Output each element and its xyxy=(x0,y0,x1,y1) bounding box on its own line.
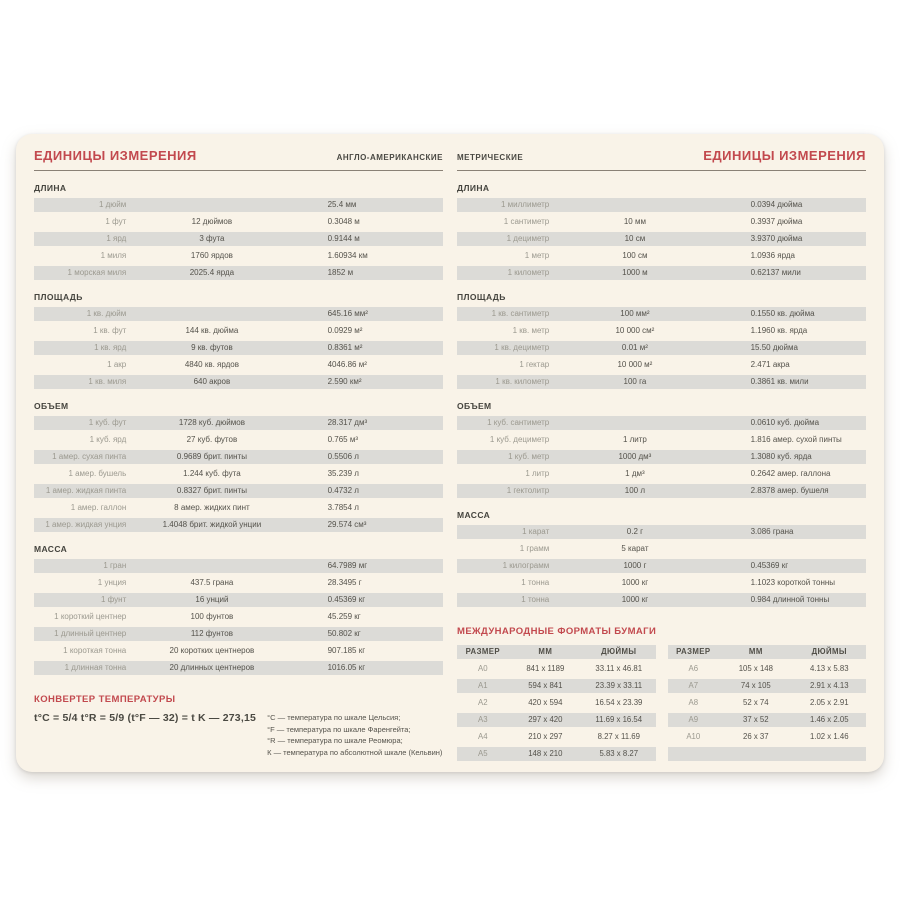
table-row xyxy=(34,416,443,430)
cell-equivalent: 0.2 г xyxy=(626,527,644,536)
table-row xyxy=(457,467,866,481)
cell-unit: 1 унция xyxy=(97,578,127,587)
cell-unit: 1 куб. метр xyxy=(508,452,550,461)
paper-header-size: РАЗМЕР xyxy=(676,647,711,656)
paper-cell-mm: 26 x 37 xyxy=(743,732,769,741)
cell-unit: 1 метр xyxy=(524,251,550,260)
table-row xyxy=(457,450,866,464)
table-row xyxy=(34,375,443,389)
cell-unit: 1 кв. сантиметр xyxy=(491,309,550,318)
cell-unit: 1 куб. дециметр xyxy=(489,435,550,444)
cell-value: 1852 м xyxy=(327,268,354,277)
cell-equivalent: 10 мм xyxy=(623,217,646,226)
cell-value: 3.9370 дюйма xyxy=(750,234,803,243)
table-row xyxy=(457,542,866,556)
section xyxy=(457,183,866,280)
cell-equivalent: 437.5 грана xyxy=(190,578,234,587)
cell-unit: 1 куб. фут xyxy=(88,418,127,427)
paper-cell-size: A2 xyxy=(478,698,488,707)
cell-equivalent: 2025.4 ярда xyxy=(189,268,235,277)
cell-unit: 1 амер. жидкая унция xyxy=(45,520,127,529)
paper-cell-inches: 33.11 x 46.81 xyxy=(595,664,643,673)
temperature-legend-line: °F — температура по шкале Фаренгейта; xyxy=(267,724,411,734)
paper-row xyxy=(668,662,867,676)
table-row xyxy=(34,198,443,212)
temperature-legend-line: °C — температура по шкале Цельсия; xyxy=(267,713,401,722)
table-row xyxy=(34,610,443,624)
cell-equivalent: 5 карат xyxy=(621,544,649,553)
paper-cell-inches: 4.13 x 5.83 xyxy=(809,664,849,673)
section-title: ПЛОЩАДЬ xyxy=(457,292,506,302)
section-title: МАССА xyxy=(457,510,491,520)
table-row xyxy=(34,467,443,481)
cell-equivalent: 16 унций xyxy=(195,595,229,604)
cell-value: 15.50 дюйма xyxy=(750,343,798,352)
cell-value: 29.574 см³ xyxy=(327,520,367,529)
cell-unit: 1 килограмм xyxy=(502,561,550,570)
paper-formats-tables xyxy=(457,645,866,764)
cell-equivalent: 1000 кг xyxy=(621,578,649,587)
cell-value: 0.45369 кг xyxy=(327,595,366,604)
table-row xyxy=(34,484,443,498)
cell-value: 0.45369 кг xyxy=(750,561,789,570)
paper-header-inches: ДЮЙМЫ xyxy=(811,647,847,656)
paper-row xyxy=(668,679,867,693)
paper-cell-mm: 52 x 74 xyxy=(743,698,769,707)
table-row xyxy=(457,433,866,447)
paper-cell-inches: 5.83 x 8.27 xyxy=(599,749,639,758)
section-title: ОБЪЕМ xyxy=(34,401,69,411)
cell-value: 0.0610 куб. дюйма xyxy=(750,418,820,427)
section-title: ДЛИНА xyxy=(34,183,67,193)
table-row xyxy=(34,661,443,675)
table-row xyxy=(34,593,443,607)
paper-cell-mm: 420 x 594 xyxy=(528,698,563,707)
cell-value: 0.4732 л xyxy=(327,486,359,495)
paper-row xyxy=(668,730,867,744)
section-title: ОБЪЕМ xyxy=(457,401,492,411)
section xyxy=(34,292,443,389)
cell-unit: 1 грамм xyxy=(519,544,550,553)
paper-row xyxy=(457,730,656,744)
paper-header-row xyxy=(668,645,867,659)
cell-value: 28.3495 г xyxy=(327,578,362,587)
temperature-legend xyxy=(267,712,443,759)
cell-value: 0.0929 м² xyxy=(327,326,363,335)
cell-value: 64.7989 мг xyxy=(327,561,368,570)
cell-unit: 1 амер. жидкая пинта xyxy=(45,486,127,495)
right-page-title: ЕДИНИЦЫ ИЗМЕРЕНИЯ xyxy=(703,148,866,163)
cell-unit: 1 дециметр xyxy=(506,234,550,243)
table-row xyxy=(457,559,866,573)
cell-value: 1.816 амер. сухой пинты xyxy=(750,435,842,444)
table-row xyxy=(34,215,443,229)
section xyxy=(457,510,866,607)
paper-row xyxy=(668,696,867,710)
cell-equivalent: 1 литр xyxy=(622,435,647,444)
cell-value: 50.802 кг xyxy=(327,629,361,638)
cell-value: 0.3937 дюйма xyxy=(750,217,803,226)
cell-equivalent: 10 000 м² xyxy=(617,360,653,369)
table-row xyxy=(34,232,443,246)
cell-value: 1.60934 км xyxy=(327,251,368,260)
cell-equivalent: 1000 кг xyxy=(621,595,649,604)
section xyxy=(34,183,443,280)
cell-value: 0.984 длинной тонны xyxy=(750,595,830,604)
paper-cell-size: A7 xyxy=(688,681,699,690)
cell-equivalent: 0.01 м² xyxy=(621,343,648,352)
paper-row xyxy=(457,713,656,727)
table-row xyxy=(34,266,443,280)
table-row xyxy=(457,198,866,212)
cell-unit: 1 фунт xyxy=(101,595,127,604)
cell-unit: 1 сантиметр xyxy=(503,217,550,226)
cell-value: 0.1550 кв. дюйма xyxy=(750,309,815,318)
cell-unit: 1 амер. сухая пинта xyxy=(52,452,127,461)
paper-cell-mm: 841 x 1189 xyxy=(526,664,565,673)
reference-page xyxy=(16,134,884,772)
left-page-title: ЕДИНИЦЫ ИЗМЕРЕНИЯ xyxy=(34,148,197,163)
section-title: МАССА xyxy=(34,544,68,554)
cell-unit: 1 амер. галлон xyxy=(70,503,127,512)
cell-unit: 1 кв. фут xyxy=(93,326,127,335)
right-page-subtitle: МЕТРИЧЕСКИЕ xyxy=(457,153,524,162)
cell-unit: 1 литр xyxy=(525,469,550,478)
cell-unit: 1 миллиметр xyxy=(501,200,550,209)
paper-cell-inches: 16.54 x 23.39 xyxy=(595,698,643,707)
table-row xyxy=(457,375,866,389)
cell-equivalent: 1 дм³ xyxy=(625,469,645,478)
table-row xyxy=(34,307,443,321)
right-sections xyxy=(457,171,866,610)
temperature-legend-line: °R — температура по шкале Реомюра; xyxy=(267,736,403,746)
cell-equivalent: 3 фута xyxy=(199,234,225,243)
paper-row xyxy=(457,747,656,761)
cell-equivalent: 1760 ярдов xyxy=(190,251,233,260)
section-title: ДЛИНА xyxy=(457,183,490,193)
cell-unit: 1 кв. метр xyxy=(512,326,550,335)
table-row xyxy=(457,525,866,539)
paper-cell-size: A0 xyxy=(478,664,488,673)
cell-value: 0.9144 м xyxy=(327,234,360,243)
cell-equivalent: 1.244 куб. фута xyxy=(183,469,241,478)
paper-cell-mm: 297 x 420 xyxy=(528,715,563,724)
cell-equivalent: 9 кв. футов xyxy=(191,343,233,352)
paper-cell-size: A9 xyxy=(688,715,699,724)
cell-value: 3.086 грана xyxy=(750,527,794,536)
table-row xyxy=(34,324,443,338)
paper-cell-mm: 148 x 210 xyxy=(528,749,563,758)
paper-cell-mm: 37 x 52 xyxy=(743,715,769,724)
left-sections xyxy=(34,171,443,678)
paper-row xyxy=(668,713,867,727)
section xyxy=(34,401,443,532)
cell-value: 1.1960 кв. ярда xyxy=(750,326,808,335)
section xyxy=(34,544,443,675)
cell-equivalent: 100 см xyxy=(622,251,648,260)
cell-value: 1.3080 куб. ярда xyxy=(750,452,812,461)
paper-cell-size: A10 xyxy=(686,732,701,741)
left-column-header xyxy=(34,148,443,171)
cell-value: 0.3048 м xyxy=(327,217,360,226)
cell-unit: 1 длинная тонна xyxy=(64,663,127,672)
table-row xyxy=(34,358,443,372)
table-row xyxy=(34,518,443,532)
cell-equivalent: 100 мм² xyxy=(620,309,650,318)
cell-value: 907.185 кг xyxy=(327,646,366,655)
paper-header-mm: ММ xyxy=(538,647,553,656)
table-row xyxy=(457,215,866,229)
paper-cell-inches: 8.27 x 11.69 xyxy=(597,732,640,741)
cell-value: 0.8361 м² xyxy=(327,343,363,352)
paper-cell-inches: 11.69 x 16.54 xyxy=(595,715,643,724)
cell-value: 0.765 м³ xyxy=(327,435,358,444)
cell-value: 2.8378 амер. бушеля xyxy=(750,486,829,495)
right-column-header xyxy=(457,148,866,171)
paper-header-row xyxy=(457,645,656,659)
cell-unit: 1 куб. ярд xyxy=(89,435,127,444)
cell-unit: 1 морская миля xyxy=(67,268,127,277)
paper-cell-mm: 210 x 297 xyxy=(528,732,563,741)
cell-equivalent: 27 куб. футов xyxy=(186,435,238,444)
paper-header-inches: ДЮЙМЫ xyxy=(601,647,637,656)
paper-cell-mm: 74 x 105 xyxy=(740,681,771,690)
table-row xyxy=(457,358,866,372)
table-row xyxy=(34,450,443,464)
paper-cell-size: A4 xyxy=(478,732,488,741)
cell-value: 0.62137 мили xyxy=(750,268,801,277)
paper-formats-title: МЕЖДУНАРОДНЫЕ ФОРМАТЫ БУМАГИ xyxy=(457,626,657,637)
table-row xyxy=(457,593,866,607)
paper-header-size: РАЗМЕР xyxy=(465,647,500,656)
section xyxy=(457,401,866,498)
paper-cell-inches: 23.39 x 33.11 xyxy=(595,681,643,690)
cell-equivalent: 20 длинных центнеров xyxy=(169,663,255,672)
paper-cell-inches: 1.46 x 2.05 xyxy=(809,715,849,724)
paper-cell-size: A5 xyxy=(478,749,488,758)
cell-unit: 1 короткая тонна xyxy=(63,646,127,655)
temperature-formula: t°C = 5/4 t°R = 5/9 (t°F — 32) = t K — 273,15 xyxy=(34,712,257,724)
cell-unit: 1 миля xyxy=(100,251,127,260)
paper-cell-inches: 2.05 x 2.91 xyxy=(809,698,849,707)
section-title: ПЛОЩАДЬ xyxy=(34,292,83,302)
table-row xyxy=(457,266,866,280)
paper-cell-inches: 2.91 x 4.13 xyxy=(809,681,849,690)
table-row xyxy=(34,249,443,263)
anglo-american-column xyxy=(34,148,443,758)
paper-cell-mm: 594 x 841 xyxy=(528,681,563,690)
cell-equivalent: 0.8327 брит. пинты xyxy=(176,486,247,495)
cell-equivalent: 1000 г xyxy=(623,561,647,570)
cell-value: 3.7854 л xyxy=(327,503,359,512)
cell-unit: 1 короткий центнер xyxy=(54,612,127,621)
paper-row xyxy=(457,662,656,676)
paper-row xyxy=(457,679,656,693)
cell-equivalent: 144 кв. дюйма xyxy=(185,326,239,335)
cell-equivalent: 1000 м xyxy=(622,268,648,277)
paper-cell-size: A8 xyxy=(688,698,699,707)
table-row xyxy=(457,416,866,430)
cell-value: 1.0936 ярда xyxy=(750,251,795,260)
table-row xyxy=(34,341,443,355)
cell-equivalent: 10 000 см² xyxy=(615,326,655,335)
paper-row xyxy=(457,696,656,710)
cell-value: 0.2642 амер. галлона xyxy=(750,469,831,478)
cell-unit: 1 фут xyxy=(105,217,127,226)
paper-cell-mm: 105 x 148 xyxy=(738,664,773,673)
cell-unit: 1 тонна xyxy=(521,595,550,604)
cell-value: 28.317 дм³ xyxy=(327,418,368,427)
left-page-subtitle: АНГЛО-АМЕРИКАНСКИЕ xyxy=(336,153,443,162)
temperature-converter-body xyxy=(34,712,443,759)
cell-equivalent: 20 коротких центнеров xyxy=(169,646,255,655)
cell-value: 645.16 мм² xyxy=(327,309,368,318)
table-row xyxy=(34,501,443,515)
cell-unit: 1 амер. бушель xyxy=(68,469,127,478)
cell-unit: 1 карат xyxy=(522,527,550,536)
paper-cell-inches: 1.02 x 1.46 xyxy=(809,732,849,741)
cell-value: 0.3861 кв. мили xyxy=(750,377,809,386)
cell-value: 45.259 кг xyxy=(327,612,361,621)
paper-formats xyxy=(457,626,866,764)
cell-equivalent: 100 фунтов xyxy=(190,612,234,621)
cell-unit: 1 акр xyxy=(107,360,127,369)
paper-table xyxy=(457,645,656,764)
table-row xyxy=(34,627,443,641)
cell-equivalent: 640 акров xyxy=(193,377,231,386)
cell-value: 25.4 мм xyxy=(327,200,357,209)
paper-cell-size: A6 xyxy=(688,664,699,673)
table-row xyxy=(34,644,443,658)
section xyxy=(457,292,866,389)
cell-unit: 1 дюйм xyxy=(98,200,127,209)
cell-unit: 1 длинный центнер xyxy=(54,629,127,638)
paper-row-blank xyxy=(668,747,867,761)
table-row xyxy=(457,576,866,590)
table-row xyxy=(457,484,866,498)
table-row xyxy=(457,324,866,338)
cell-value: 0.0394 дюйма xyxy=(750,200,803,209)
paper-table xyxy=(668,645,867,764)
temperature-legend-line: К — температура по абсолютной шкале (Кельвин) xyxy=(267,747,443,757)
cell-unit: 1 километр xyxy=(507,268,550,277)
table-row xyxy=(457,249,866,263)
cell-unit: 1 тонна xyxy=(521,578,550,587)
cell-value: 1016.05 кг xyxy=(327,663,366,672)
cell-equivalent: 10 см xyxy=(624,234,646,243)
cell-unit: 1 кв. километр xyxy=(495,377,550,386)
metric-column xyxy=(457,148,866,758)
cell-equivalent: 1000 дм³ xyxy=(618,452,652,461)
table-row xyxy=(457,341,866,355)
cell-unit: 1 ярд xyxy=(106,234,127,243)
cell-equivalent: 112 фунтов xyxy=(190,629,233,638)
cell-value: 4046.86 м² xyxy=(327,360,367,369)
table-row xyxy=(457,307,866,321)
cell-unit: 1 куб. сантиметр xyxy=(487,418,550,427)
cell-equivalent: 12 дюймов xyxy=(191,217,233,226)
cell-equivalent: 0.9689 брит. пинты xyxy=(176,452,247,461)
cell-value: 35.239 л xyxy=(327,469,359,478)
cell-value: 0.5506 л xyxy=(327,452,359,461)
table-row xyxy=(457,232,866,246)
cell-unit: 1 кв. миля xyxy=(88,377,127,386)
cell-equivalent: 1728 куб. дюймов xyxy=(178,418,245,427)
cell-value: 2.590 км² xyxy=(327,377,362,386)
cell-equivalent: 4840 кв. ярдов xyxy=(184,360,239,369)
paper-cell-size: A1 xyxy=(478,681,488,690)
cell-value: 1.1023 короткой тонны xyxy=(750,578,836,587)
cell-unit: 1 кв. дюйм xyxy=(86,309,127,318)
cell-equivalent: 8 амер. жидких пинт xyxy=(174,503,250,512)
cell-unit: 1 гектар xyxy=(519,360,550,369)
cell-equivalent: 100 л xyxy=(624,486,646,495)
temperature-converter xyxy=(34,694,443,759)
table-row xyxy=(34,433,443,447)
paper-cell-size: A3 xyxy=(478,715,488,724)
cell-equivalent: 100 га xyxy=(623,377,647,386)
table-row xyxy=(34,559,443,573)
cell-unit: 1 гран xyxy=(103,561,127,570)
temperature-converter-title: КОНВЕРТЕР ТЕМПЕРАТУРЫ xyxy=(34,694,176,705)
cell-value: 2.471 акра xyxy=(750,360,790,369)
paper-header-mm: ММ xyxy=(748,647,763,656)
table-row xyxy=(34,576,443,590)
cell-equivalent: 1.4048 брит. жидкой унции xyxy=(162,520,262,529)
cell-unit: 1 кв. ярд xyxy=(94,343,127,352)
cell-unit: 1 гектолитр xyxy=(506,486,550,495)
cell-unit: 1 кв. дециметр xyxy=(494,343,550,352)
